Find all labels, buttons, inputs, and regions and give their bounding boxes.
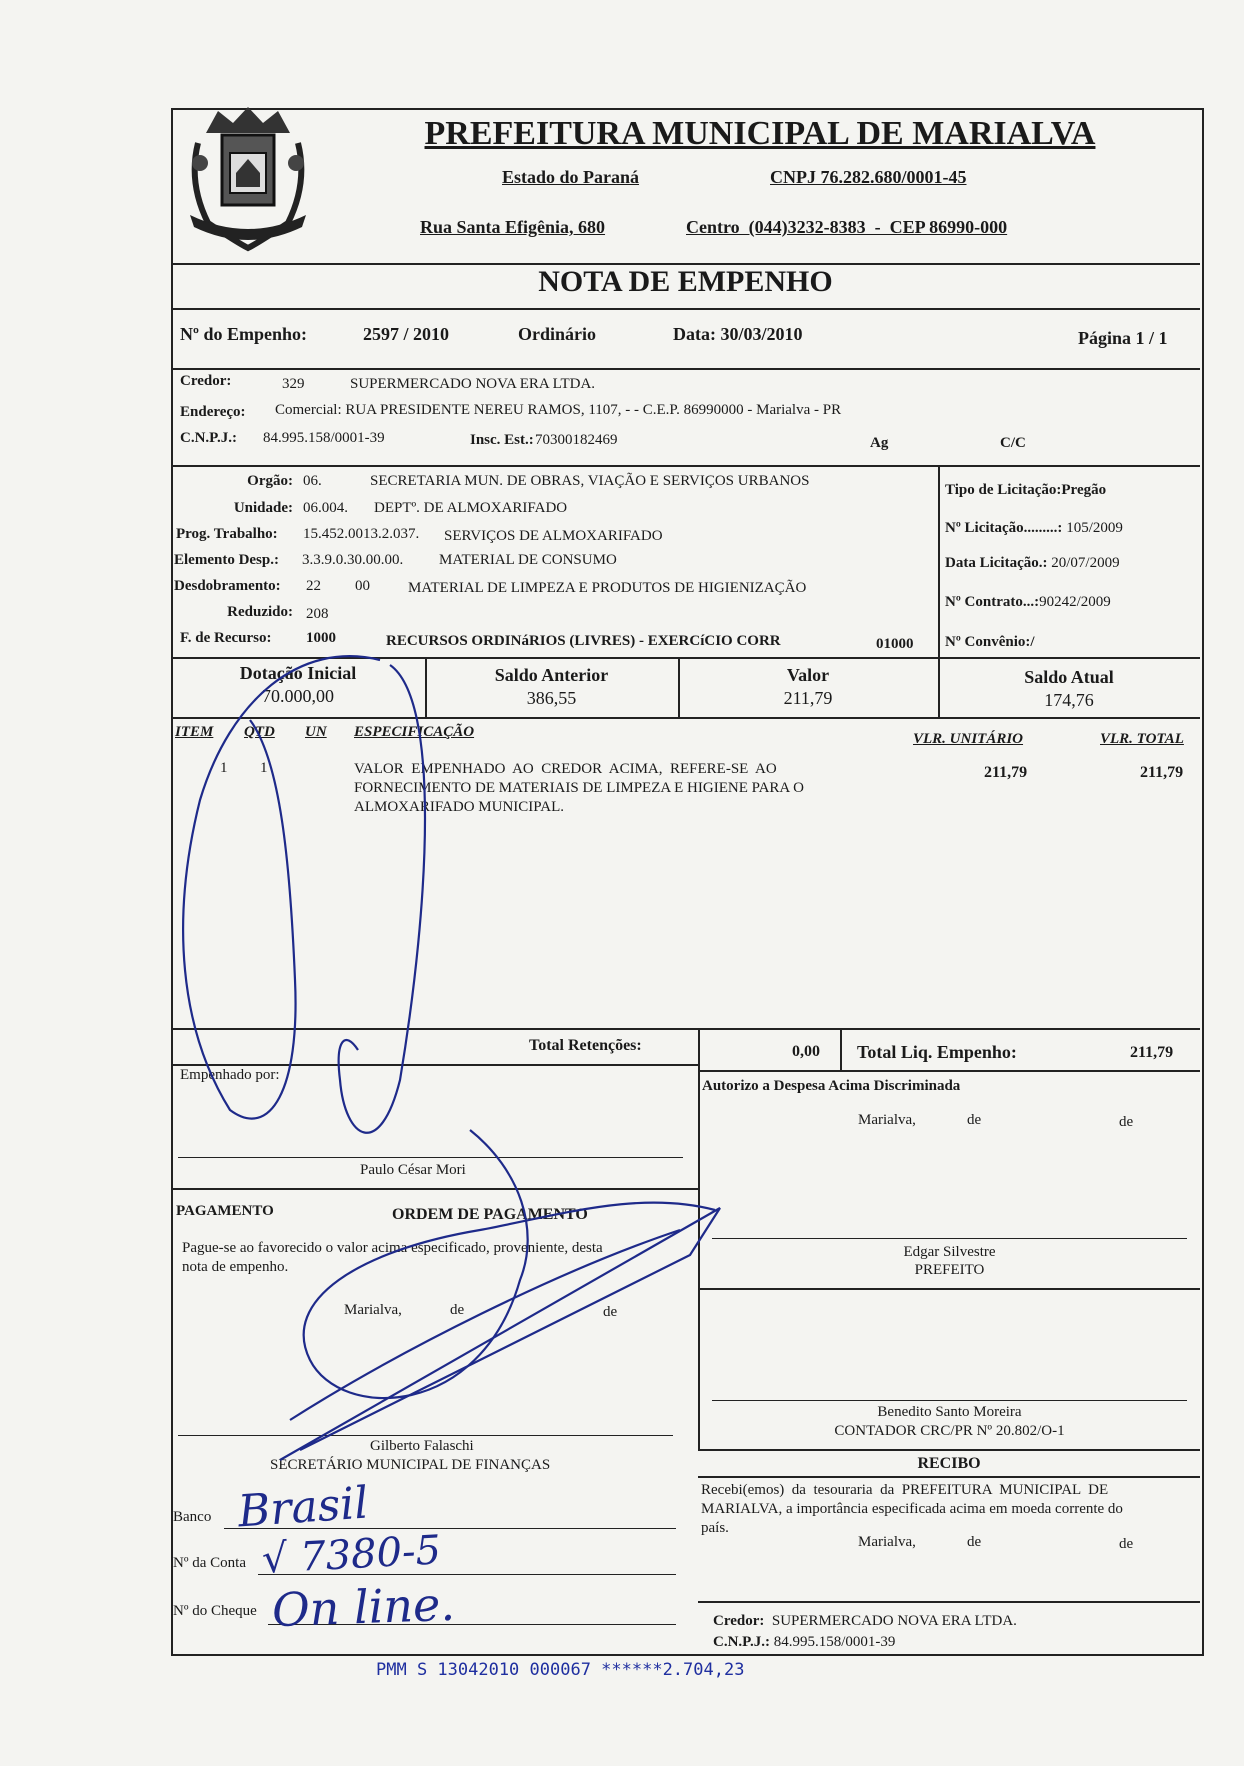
valor-value: 211,79 xyxy=(783,688,833,708)
prog-label: Prog. Trabalho: xyxy=(176,526,278,542)
pagamento-de2: de xyxy=(603,1304,618,1320)
orgao-name: SECRETARIA MUN. DE OBRAS, VIAÇÃO E SERVIÇOS URBANOS xyxy=(370,473,810,489)
saldo-anterior-value: 386,55 xyxy=(526,688,577,708)
contador-name: Benedito Santo Moreira xyxy=(877,1404,1022,1420)
recibo-cnpj: 84.995.158/0001-39 xyxy=(773,1634,896,1650)
recibo-text3: país. xyxy=(701,1520,729,1536)
insc-value: 70300182469 xyxy=(535,432,618,448)
col-vlr-total: VLR. TOTAL xyxy=(1100,731,1184,747)
col-vlr-unitario: VLR. UNITÁRIO xyxy=(913,731,1024,747)
licitacao-data-label: Data Licitação.: xyxy=(945,555,1048,571)
elemento-label: Elemento Desp.: xyxy=(174,552,279,568)
pagamento-text1: Pague-se ao favorecido o valor acima especificado, proveniente, desta xyxy=(182,1240,603,1256)
unidade-label: Unidade: xyxy=(233,500,293,516)
credor-code: 329 xyxy=(282,376,305,392)
retencoes-value: 0,00 xyxy=(792,1043,820,1060)
licitacao-tipo: Tipo de Licitação:Pregão xyxy=(945,482,1107,498)
secretario-name: Gilberto Falaschi xyxy=(370,1438,474,1454)
pagamento-de1: de xyxy=(450,1302,465,1318)
recibo-text2: MARIALVA, a importância especificada acima em moeda corrente do xyxy=(701,1501,1123,1517)
autorizo-title: Autorizo a Despesa Acima Discriminada xyxy=(702,1078,961,1094)
desdobramento-b: 00 xyxy=(355,578,370,594)
recibo-cnpj-label: C.N.P.J.: xyxy=(713,1634,770,1650)
recurso-name: RECURSOS ORDINáRIOS (LIVRES) - EXERCíCIO CORR xyxy=(386,633,781,649)
handwritten-banco: Brasil xyxy=(236,1477,370,1538)
saldo-atual-value: 174,76 xyxy=(1044,690,1094,710)
unidade-code: 06.004. xyxy=(303,500,348,516)
contrato-label: Nº Contrato...: xyxy=(945,594,1040,610)
ordem-title: ORDEM DE PAGAMENTO xyxy=(392,1206,588,1223)
cc-label: C/C xyxy=(1000,435,1026,451)
convenio: Nº Convênio:/ xyxy=(945,634,1035,650)
licitacao-data: 20/07/2009 xyxy=(1051,555,1120,571)
header-cnpj: CNPJ 76.282.680/0001-45 xyxy=(770,167,967,187)
credor-cnpj: 84.995.158/0001-39 xyxy=(263,430,385,446)
dotacao-value: 70.000,00 xyxy=(262,686,334,706)
recibo-text1: Recebi(emos) da tesouraria da PREFEITURA MUNICIPAL DE xyxy=(701,1482,1109,1498)
empenhado-signer: Paulo César Mori xyxy=(360,1162,466,1178)
col-qtd: QTD xyxy=(244,724,275,740)
secretario-role: SECRETÁRIO MUNICIPAL DE FINANÇAS xyxy=(270,1457,551,1473)
credor-name: SUPERMERCADO NOVA ERA LTDA. xyxy=(350,376,596,392)
item-description-line3: ALMOXARIFADO MUNICIPAL. xyxy=(354,799,565,815)
item-total-value: 211,79 xyxy=(1140,764,1184,781)
licitacao-numero-label: Nº Licitação.........: xyxy=(945,520,1063,536)
orgao-label: Orgão: xyxy=(247,473,293,489)
licitacao-numero: 105/2009 xyxy=(1066,520,1123,536)
retencoes-label: Total Retenções: xyxy=(529,1037,642,1054)
elemento-name: MATERIAL DE CONSUMO xyxy=(439,552,617,568)
reduzido-value: 208 xyxy=(306,606,329,622)
municipality-title: PREFEITURA MUNICIPAL DE MARIALVA xyxy=(424,115,1096,152)
recurso-number: 01000 xyxy=(876,636,914,652)
pagamento-text2: nota de empenho. xyxy=(182,1259,289,1275)
empenho-number: 2597 / 2010 xyxy=(363,324,450,344)
liquido-value: 211,79 xyxy=(1130,1044,1174,1061)
insc-label: Insc. Est.: xyxy=(470,432,534,448)
recibo-credor-label: Credor: xyxy=(713,1613,765,1629)
header-street: Rua Santa Efigênia, 680 xyxy=(420,217,606,237)
item-description-line1: VALOR EMPENHADO AO CREDOR ACIMA, REFERE-SE AO xyxy=(354,761,777,777)
ag-label: Ag xyxy=(870,435,889,451)
empenhado-label: Empenhado por: xyxy=(180,1067,280,1083)
empenho-number-label: Nº do Empenho: xyxy=(180,324,307,344)
autorizo-de2: de xyxy=(1119,1114,1134,1130)
saldo-atual-label: Saldo Atual xyxy=(1024,667,1114,687)
item-description-line2: FORNECIMENTO DE MATERIAIS DE LIMPEZA E HIGIENE PARA O xyxy=(354,780,805,796)
recurso-label: F. de Recurso: xyxy=(180,630,272,646)
recibo-credor-name: SUPERMERCADO NOVA ERA LTDA. xyxy=(771,1613,1017,1629)
recibo-de1: de xyxy=(967,1534,982,1550)
prefeito-name: Edgar Silvestre xyxy=(903,1244,996,1260)
coat-of-arms-logo xyxy=(178,103,318,253)
col-item: ITEM xyxy=(175,724,214,740)
unidade-name: DEPTº. DE ALMOXARIFADO xyxy=(374,500,568,516)
empenho-date: Data: 30/03/2010 xyxy=(673,324,803,344)
desdobramento-name: MATERIAL DE LIMPEZA E PRODUTOS DE HIGIENIZAÇÃO xyxy=(408,580,807,596)
prog-code: 15.452.0013.2.037. xyxy=(303,526,420,542)
col-especificacao: ESPECIFICAÇÃO xyxy=(354,724,475,740)
endereco-label: Endereço: xyxy=(180,404,246,420)
desdobramento-a: 22 xyxy=(306,578,321,594)
credor-address: Comercial: RUA PRESIDENTE NEREU RAMOS, 1107, - - C.E.P. 86990000 - Marialva - PR xyxy=(275,402,842,418)
prefeito-role: PREFEITO xyxy=(914,1262,985,1278)
header-address: Centro (044)3232-8383 - CEP 86990-000 xyxy=(686,217,1008,237)
valor-label: Valor xyxy=(786,665,830,685)
recibo-de2: de xyxy=(1119,1536,1134,1552)
pagamento-title: PAGAMENTO xyxy=(176,1203,274,1219)
dotacao-label: Dotação Inicial xyxy=(239,663,357,683)
desdobramento-label: Desdobramento: xyxy=(174,578,281,594)
empenho-type: Ordinário xyxy=(518,324,597,344)
elemento-code: 3.3.9.0.30.00.00. xyxy=(302,552,404,568)
prog-name: SERVIÇOS DE ALMOXARIFADO xyxy=(444,528,663,544)
autorizo-place: Marialva, xyxy=(858,1112,916,1128)
contrato-number: 90242/2009 xyxy=(1039,594,1111,610)
saldo-anterior-label: Saldo Anterior xyxy=(494,665,609,685)
handwritten-cheque: On line. xyxy=(271,1576,456,1638)
item-unit-value: 211,79 xyxy=(984,764,1028,781)
page-number: Página 1 / 1 xyxy=(1078,328,1168,348)
recibo-title: RECIBO xyxy=(917,1455,981,1472)
reduzido-label: Reduzido: xyxy=(227,604,293,620)
orgao-code: 06. xyxy=(303,473,322,489)
cheque-label: Nº do Cheque xyxy=(173,1603,257,1619)
cashier-stamp: PMM S 13042010 000067 ******2.704,23 xyxy=(376,1660,745,1680)
item-qtd: 1 xyxy=(260,760,268,776)
col-un: UN xyxy=(305,724,327,740)
state-name: Estado do Paraná xyxy=(502,167,640,187)
credor-label: Credor: xyxy=(180,373,232,389)
autorizo-de1: de xyxy=(967,1112,982,1128)
banco-label: Banco xyxy=(173,1509,212,1525)
conta-label: Nº da Conta xyxy=(173,1555,246,1571)
recurso-code: 1000 xyxy=(306,630,336,646)
liquido-label: Total Liq. Empenho: xyxy=(857,1042,1017,1062)
item-number: 1 xyxy=(220,760,228,776)
cnpj-label: C.N.P.J.: xyxy=(180,430,237,446)
handwritten-conta: √ 7380-5 xyxy=(260,1527,443,1583)
recibo-place: Marialva, xyxy=(858,1534,916,1550)
contador-role: CONTADOR CRC/PR Nº 20.802/O-1 xyxy=(834,1423,1065,1439)
pagamento-place: Marialva, xyxy=(344,1302,402,1318)
document-title: NOTA DE EMPENHO xyxy=(538,265,833,298)
